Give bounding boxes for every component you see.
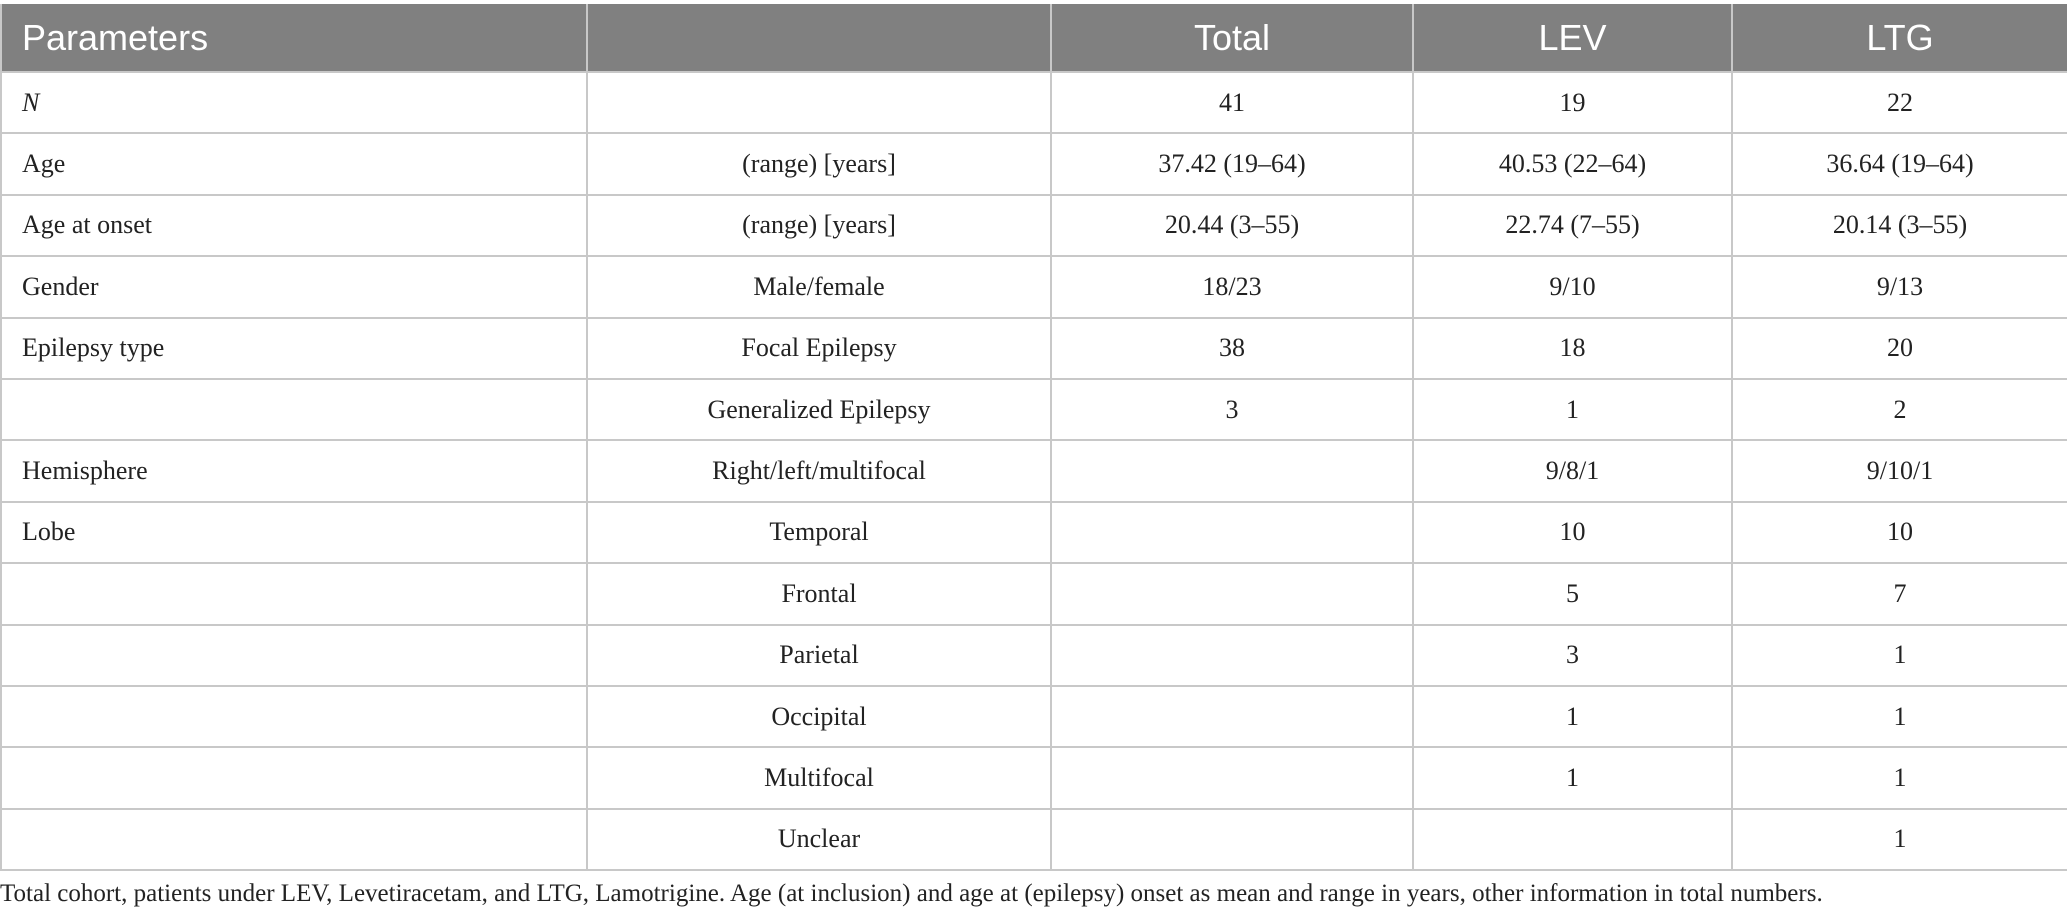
cell-detail: Frontal xyxy=(587,563,1051,624)
cell-ltg: 22 xyxy=(1732,72,2067,133)
cell-detail: Male/female xyxy=(587,256,1051,317)
cell-total xyxy=(1051,440,1413,501)
cell-detail: Parietal xyxy=(587,625,1051,686)
cell-parameter: Age xyxy=(1,133,587,194)
header-lev: LEV xyxy=(1413,4,1732,72)
demographics-table xyxy=(0,4,2067,871)
table-row xyxy=(1,440,2067,501)
header-parameters: Parameters xyxy=(1,4,587,72)
cell-lev: 19 xyxy=(1413,72,1732,133)
cell-ltg: 9/13 xyxy=(1732,256,2067,317)
cell-detail: Occipital xyxy=(587,686,1051,747)
cell-total xyxy=(1051,502,1413,563)
table-row xyxy=(1,133,2067,194)
header-ltg: LTG xyxy=(1732,4,2067,72)
cell-lev xyxy=(1413,809,1732,870)
cell-detail: Right/left/multifocal xyxy=(587,440,1051,501)
cell-total xyxy=(1051,625,1413,686)
cell-ltg: 10 xyxy=(1732,502,2067,563)
cell-detail xyxy=(587,72,1051,133)
cell-ltg: 9/10/1 xyxy=(1732,440,2067,501)
cell-total xyxy=(1051,747,1413,808)
cell-parameter xyxy=(1,379,587,440)
cell-lev: 10 xyxy=(1413,502,1732,563)
table-row xyxy=(1,256,2067,317)
cell-parameter: Age at onset xyxy=(1,195,587,256)
cell-detail: Multifocal xyxy=(587,747,1051,808)
cell-total: 20.44 (3–55) xyxy=(1051,195,1413,256)
cell-parameter: Lobe xyxy=(1,502,587,563)
cell-parameter xyxy=(1,686,587,747)
cell-total: 18/23 xyxy=(1051,256,1413,317)
cell-detail: (range) [years] xyxy=(587,195,1051,256)
cell-parameter xyxy=(1,625,587,686)
cell-parameter xyxy=(1,747,587,808)
cell-ltg: 1 xyxy=(1732,686,2067,747)
table-row xyxy=(1,502,2067,563)
cell-total: 3 xyxy=(1051,379,1413,440)
table-header xyxy=(1,4,2067,72)
table-row xyxy=(1,747,2067,808)
cell-ltg: 7 xyxy=(1732,563,2067,624)
cell-lev: 40.53 (22–64) xyxy=(1413,133,1732,194)
cell-parameter: Gender xyxy=(1,256,587,317)
cell-lev: 3 xyxy=(1413,625,1732,686)
header-detail xyxy=(587,4,1051,72)
cell-parameter xyxy=(1,563,587,624)
cell-ltg: 2 xyxy=(1732,379,2067,440)
table-row xyxy=(1,686,2067,747)
table-row xyxy=(1,379,2067,440)
cell-detail: Generalized Epilepsy xyxy=(587,379,1051,440)
cell-lev: 9/10 xyxy=(1413,256,1732,317)
table-footnote: Total cohort, patients under LEV, Levetiracetam, and LTG, Lamotrigine. Age (at inclusion) and age at (epilepsy) onset as mean and range in years, other information in total numbers. xyxy=(0,880,1823,907)
header-total: Total xyxy=(1051,4,1413,72)
table-row xyxy=(1,625,2067,686)
table-row xyxy=(1,195,2067,256)
header-row xyxy=(1,4,2067,72)
cell-lev: 22.74 (7–55) xyxy=(1413,195,1732,256)
cell-lev: 5 xyxy=(1413,563,1732,624)
table-body xyxy=(1,72,2067,870)
table-row xyxy=(1,809,2067,870)
cell-ltg: 20.14 (3–55) xyxy=(1732,195,2067,256)
cell-total xyxy=(1051,809,1413,870)
cell-parameter: Hemisphere xyxy=(1,440,587,501)
cell-parameter xyxy=(1,809,587,870)
cell-ltg: 1 xyxy=(1732,625,2067,686)
cell-lev: 1 xyxy=(1413,379,1732,440)
cell-ltg: 1 xyxy=(1732,809,2067,870)
cell-parameter: N xyxy=(1,72,587,133)
cell-total: 38 xyxy=(1051,318,1413,379)
cell-lev: 18 xyxy=(1413,318,1732,379)
cell-detail: Unclear xyxy=(587,809,1051,870)
cell-total xyxy=(1051,563,1413,624)
cell-detail: (range) [years] xyxy=(587,133,1051,194)
cell-total: 41 xyxy=(1051,72,1413,133)
table-row xyxy=(1,72,2067,133)
table-row xyxy=(1,318,2067,379)
table-row xyxy=(1,563,2067,624)
cell-ltg: 20 xyxy=(1732,318,2067,379)
cell-lev: 1 xyxy=(1413,747,1732,808)
cell-total: 37.42 (19–64) xyxy=(1051,133,1413,194)
cell-detail: Temporal xyxy=(587,502,1051,563)
cell-parameter: Epilepsy type xyxy=(1,318,587,379)
cell-total xyxy=(1051,686,1413,747)
cell-ltg: 1 xyxy=(1732,747,2067,808)
cell-lev: 9/8/1 xyxy=(1413,440,1732,501)
cell-lev: 1 xyxy=(1413,686,1732,747)
cell-detail: Focal Epilepsy xyxy=(587,318,1051,379)
cell-ltg: 36.64 (19–64) xyxy=(1732,133,2067,194)
